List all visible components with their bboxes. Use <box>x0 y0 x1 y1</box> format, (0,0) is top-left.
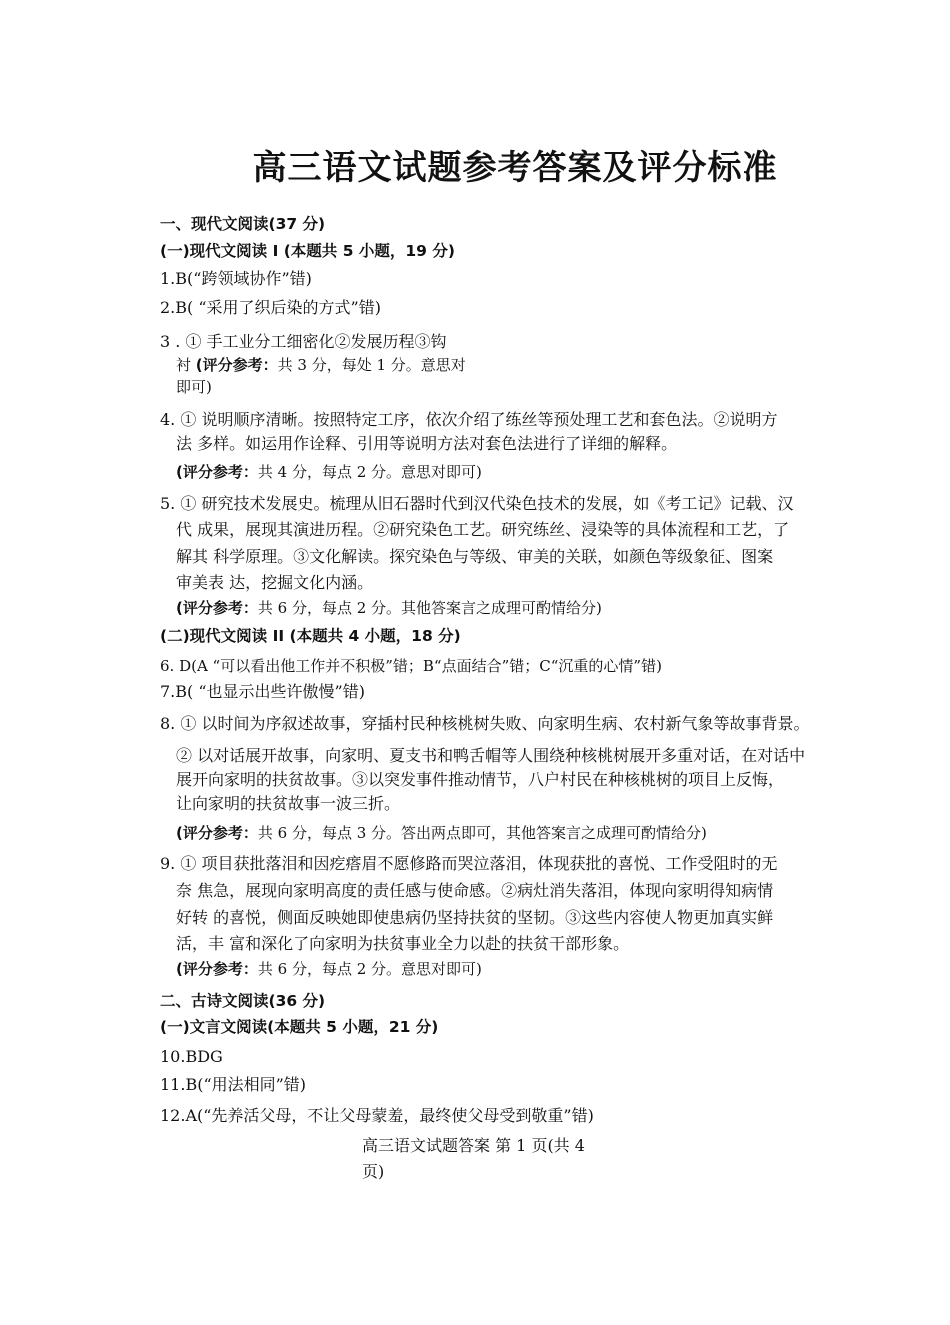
answer-q5-line1: 5. ① 研究技术发展史。梳理从旧石器时代到汉代染色技术的发展，如《考工记》记载、汉 <box>160 494 794 513</box>
answer-q9-line2: 奈 焦急，展现向家明高度的责任感与使命感。②病灶消失落泪，体现向家明得知病情 <box>176 881 774 900</box>
scoring-note-label: (评分参考： <box>176 463 258 481</box>
subsection-heading-modern-reading-2: (二)现代文阅读 II (本题共 4 小题，18 分) <box>160 627 461 645</box>
footer-line1: 高三语文试题答案 第 1 页(共 4 <box>362 1136 585 1155</box>
scoring-note-text: 共 6 分，每点 3 分。答出两点即可，其他答案言之成理可酌情给分) <box>257 824 707 842</box>
subsection-heading-modern-reading-1: (一)现代文阅读 I (本题共 5 小题，19 分) <box>160 242 455 260</box>
answer-q8-line1: 8. ① 以时间为序叙述故事，穿插村民种核桃树失败、向家明生病、农村新气象等故事背景。 <box>160 714 810 733</box>
answer-q4-line2: 法 多样。如运用作诠释、引用等说明方法对套色法进行了详细的解释。 <box>176 434 678 453</box>
page-title: 高三语文试题参考答案及评分标准 <box>252 148 778 188</box>
answer-q2: 2.B( “采用了织后染的方式”错) <box>160 298 381 317</box>
answer-q5-line4: 审美表 达，挖掘文化内涵。 <box>176 573 374 592</box>
section-heading-classical-reading: 二、古诗文阅读(36 分) <box>160 992 326 1010</box>
footer-line2: 页) <box>362 1162 385 1181</box>
page-footer <box>362 1133 585 1185</box>
answer-q10: 10.BDG <box>160 1047 223 1066</box>
answer-q3-line1: 3 . ① 手工业分工细密化②发展历程③钩 <box>160 332 447 351</box>
scoring-note-text: 共 6 分，每点 2 分。意思对即可) <box>257 960 482 978</box>
scoring-note-label: (评分参考： <box>176 599 258 617</box>
answer-q5-line3: 解其 科学原理。③文化解读。探究染色与等级、审美的关联，如颜色等级象征、图案 <box>176 547 774 566</box>
answer-q6: 6. D(A “可以看出他工作并不积极”错；B“点面结合”错；C“沉重的心情”错) <box>160 657 662 675</box>
answer-q8-note <box>176 821 707 845</box>
answer-q4-note <box>176 460 482 484</box>
answer-q7: 7.B( “也显示出些许傲慢”错) <box>160 682 365 701</box>
answer-q9-note <box>176 957 482 981</box>
scoring-note-text: 共 3 分，每处 1 分。意思对 <box>277 356 466 374</box>
answer-q12: 12.A(“先养活父母，不让父母蒙羞，最终使父母受到敬重”错) <box>160 1106 594 1125</box>
answer-q3-line3: 即可) <box>176 378 212 396</box>
scoring-note-text: 共 4 分，每点 2 分。意思对即可) <box>257 463 482 481</box>
answer-q8-line2: ② 以对话展开故事，向家明、夏支书和鸭舌帽等人围绕种核桃树展开多重对话，在对话中 <box>176 746 806 765</box>
subsection-heading-classical-prose: (一)文言文阅读(本题共 5 小题，21 分) <box>160 1018 439 1036</box>
answer-q9-line4: 活，丰 富和深化了向家明为扶贫事业全力以赴的扶贫干部形象。 <box>176 934 630 953</box>
answer-q3-text: 衬 <box>176 356 196 374</box>
answer-q5-line2: 代 成果，展现其演进历程。②研究染色工艺。研究练丝、浸染等的具体流程和工艺，了 <box>176 520 790 539</box>
scoring-note-text: 共 6 分，每点 2 分。其他答案言之成理可酌情给分) <box>257 599 602 617</box>
answer-q3-line2 <box>176 353 466 377</box>
scoring-note-label: (评分参考： <box>176 960 258 978</box>
answer-q8-line3: 展开向家明的扶贫故事。③以突发事件推动情节，八户村民在种核桃树的项目上反悔， <box>176 770 785 789</box>
answer-q5-note <box>176 596 602 620</box>
answer-q11: 11.B(“用法相同”错) <box>160 1075 307 1094</box>
answer-q1: 1.B(“跨领域协作”错) <box>160 269 312 288</box>
scoring-note-label: (评分参考： <box>176 824 258 842</box>
answer-q8-line4: 让向家明的扶贫故事一波三折。 <box>176 794 401 813</box>
scoring-note-label: (评分参考： <box>195 356 278 374</box>
answer-q9-line1: 9. ① 项目获批落泪和因疙瘩眉不愿修路而哭泣落泪，体现获批的喜悦、工作受阻时的无 <box>160 854 778 873</box>
answer-q4-line1: 4. ① 说明顺序清晰。按照特定工序，依次介绍了练丝等预处理工艺和套色法。②说明方 <box>160 410 778 429</box>
section-heading-modern-reading: 一、现代文阅读(37 分) <box>160 215 326 233</box>
answer-q9-line3: 好转 的喜悦，侧面反映她即使患病仍坚持扶贫的坚韧。③这些内容使人物更加真实鲜 <box>176 908 774 927</box>
